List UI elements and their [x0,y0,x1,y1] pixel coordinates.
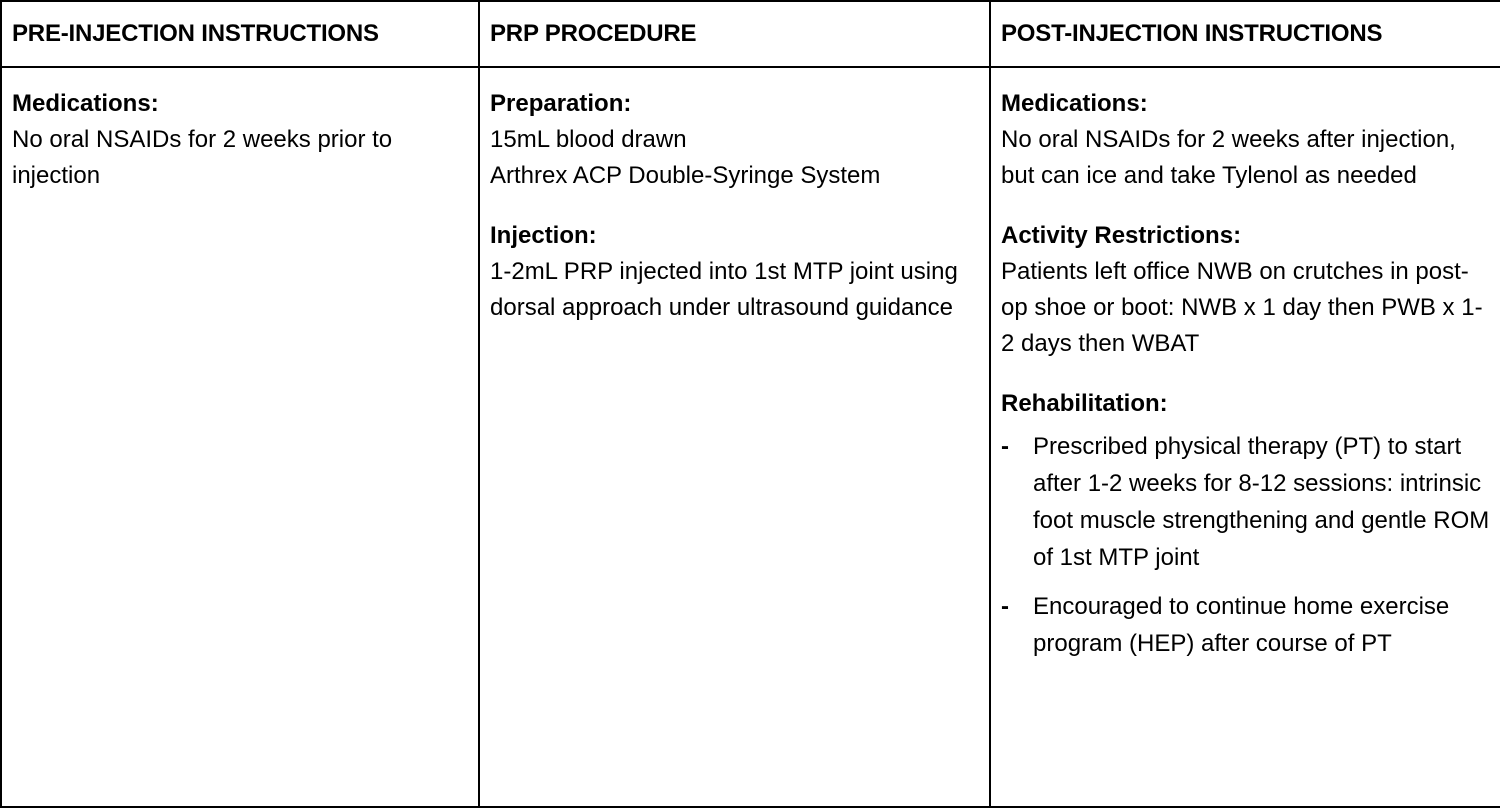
pre-medications-section [12,86,468,194]
prp-procedure-cell [479,67,990,807]
pre-medications-title: Medications: [12,90,159,117]
header-pre-injection: PRE-INJECTION INSTRUCTIONS [1,1,479,67]
activity-restrictions-text: Patients left office NWB on crutches in post-op shoe or boot: NWB x 1 day then PWB x 1-2 days then WBAT [1001,258,1483,357]
preparation-title: Preparation: [490,90,632,117]
rehabilitation-list [1001,428,1490,662]
dash-bullet-icon: - [1001,433,1009,460]
rehabilitation-section [1001,386,1490,662]
preparation-line: 15mL blood drawn [490,126,687,153]
content-row [1,67,1500,807]
header-post-injection: POST-INJECTION INSTRUCTIONS [990,1,1500,67]
injection-title: Injection: [490,222,597,249]
header-prp-procedure: PRP PROCEDURE [479,1,990,67]
pre-injection-cell [1,67,479,807]
post-medications-title: Medications: [1001,90,1148,117]
preparation-line: Arthrex ACP Double-Syringe System [490,162,881,189]
header-row [1,1,1500,67]
pre-medications-text: No oral NSAIDs for 2 weeks prior to injection [12,126,393,189]
dash-bullet-icon: - [1001,593,1009,620]
post-medications-text: No oral NSAIDs for 2 weeks after injection, but can ice and take Tylenol as needed [1001,126,1456,189]
activity-restrictions-title: Activity Restrictions: [1001,222,1242,249]
rehabilitation-title: Rehabilitation: [1001,390,1168,417]
list-item [1001,428,1490,576]
list-item [1001,588,1490,662]
injection-text: 1-2mL PRP injected into 1st MTP joint using dorsal approach under ultrasound guidance [490,258,958,321]
rehabilitation-item-text: Encouraged to continue home exercise program (HEP) after course of PT [1033,593,1450,657]
post-injection-cell [990,67,1500,807]
activity-restrictions-section [1001,218,1490,362]
post-medications-section [1001,86,1490,194]
injection-section [490,218,979,326]
rehabilitation-item-text: Prescribed physical therapy (PT) to start after 1-2 weeks for 8-12 sessions: intrinsic foot muscle strengthening and gentle ROM of 1st MTP joint [1033,433,1490,571]
preparation-section [490,86,979,194]
